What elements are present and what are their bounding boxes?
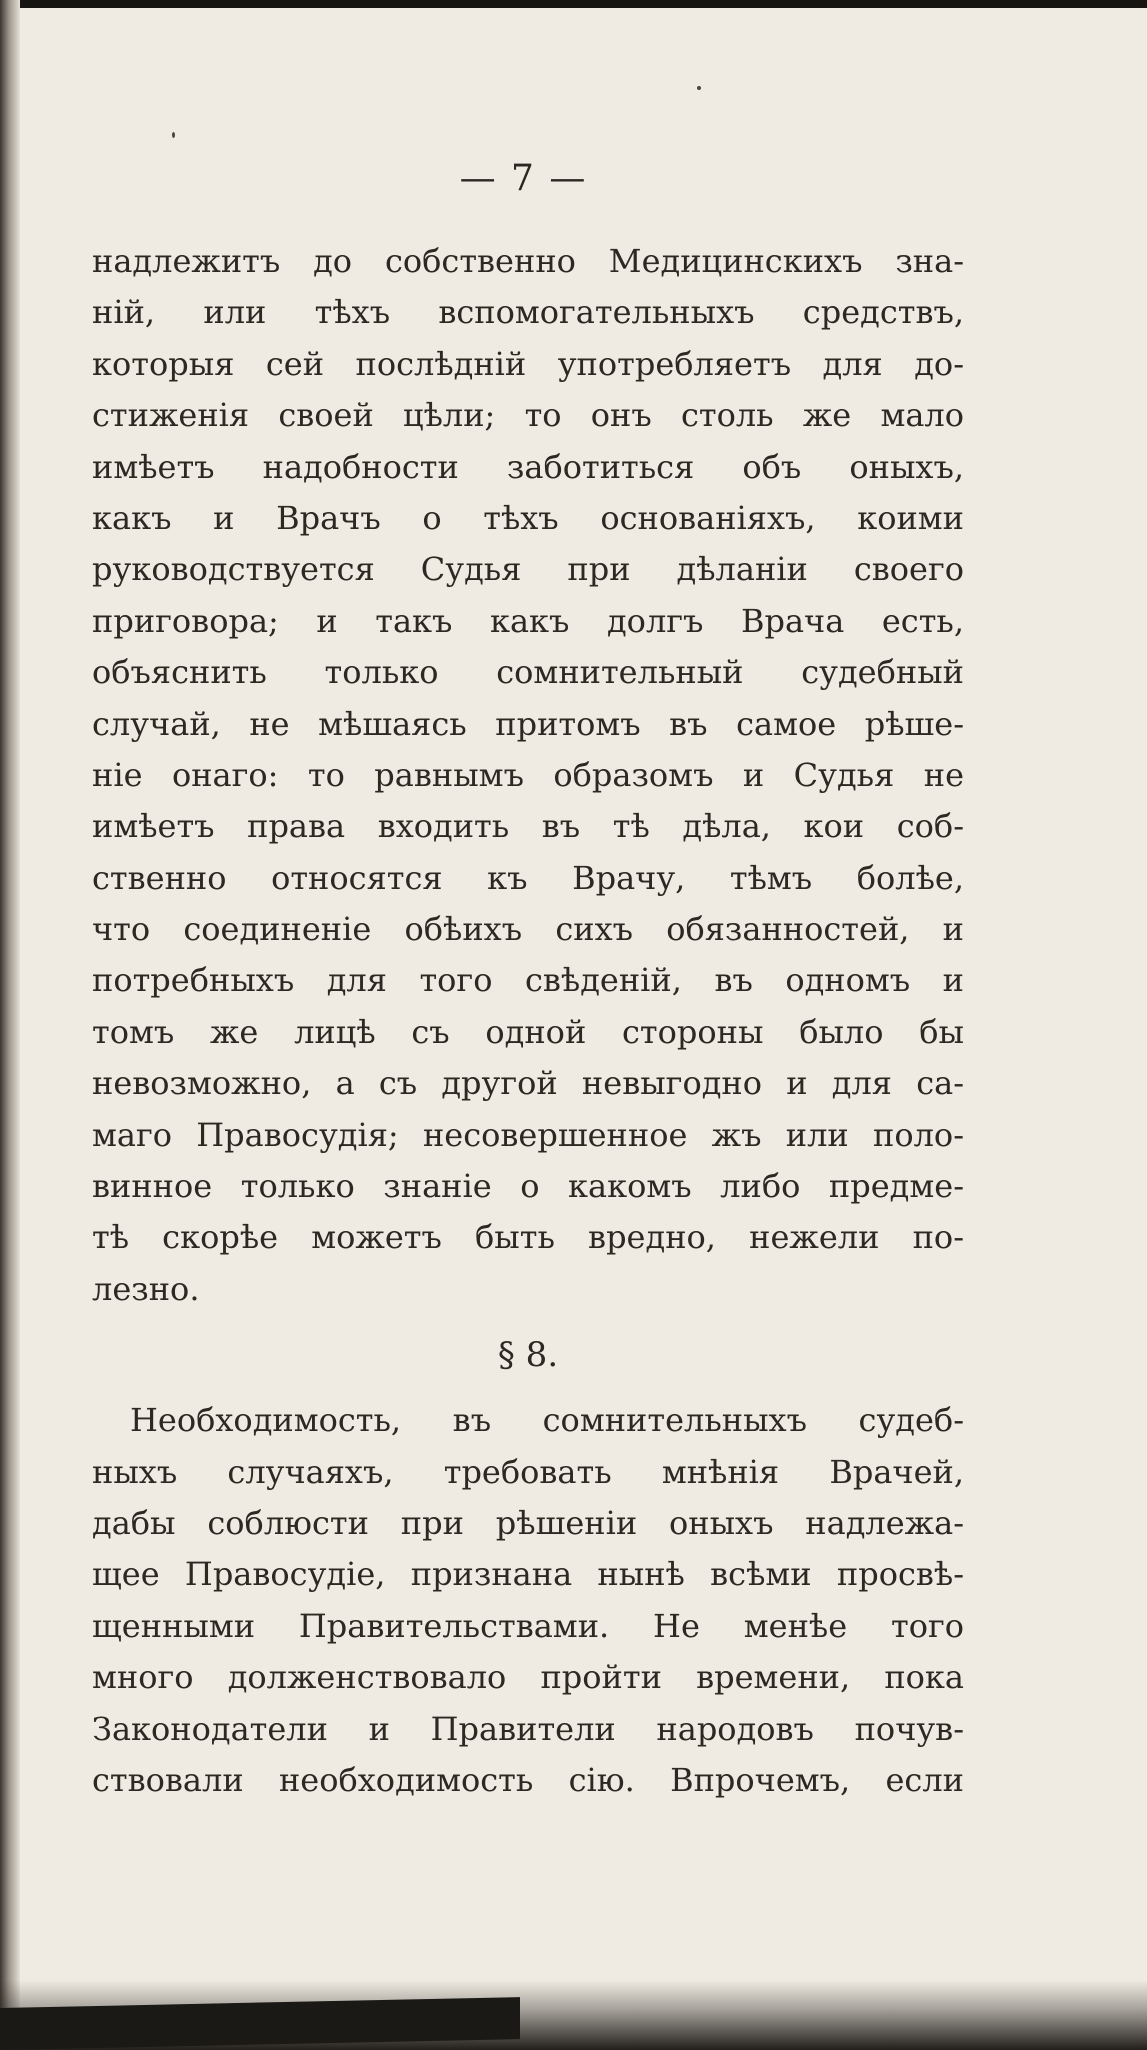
paragraph-2 — [92, 1395, 964, 1806]
text-line: объяснить только сомнительный судебный — [92, 653, 964, 692]
page-top-edge — [0, 0, 1147, 8]
text-line: щенными Правительствами. Не менѣе того — [92, 1606, 964, 1645]
text-line: Необходимость, въ сомнительныхъ судеб- — [130, 1401, 964, 1440]
text-line: ственно относятся къ Врачу, тѣмъ болѣе, — [92, 858, 964, 897]
text-line: щее Правосудіе, признана нынѣ всѣми просвѣ- — [92, 1555, 964, 1594]
text-line: ствовали необходимость сію. Впрочемъ, если — [92, 1760, 964, 1799]
page-number: — 7 — — [459, 158, 588, 199]
text-line: винное только знаніе о какомъ либо предме- — [92, 1167, 964, 1206]
page-binding-shadow — [0, 0, 20, 2050]
section-heading: § 8. — [497, 1335, 559, 1376]
text-line: потребныхъ для того свѣденій, въ одномъ и — [92, 961, 964, 1000]
paragraph-1 — [92, 236, 964, 1315]
text-line: стиженія своей цѣли; то онъ столь же мало — [92, 396, 964, 435]
text-line: томъ же лицѣ съ одной стороны было бы — [92, 1012, 964, 1051]
text-line: какъ и Врачъ о тѣхъ основаніяхъ, коими — [92, 498, 964, 537]
text-line: надлежитъ до собственно Медицинскихъ зна- — [92, 242, 964, 280]
text-line: имѣетъ права входить въ тѣ дѣла, кои соб- — [92, 807, 964, 846]
text-line: случай, не мѣшаясь притомъ въ самое рѣше- — [92, 704, 964, 743]
text-line: невозможно, а съ другой невыгодно и для са- — [92, 1064, 964, 1103]
text-line: ныхъ случаяхъ, требовать мнѣнія Врачей, — [92, 1452, 964, 1491]
body-text — [92, 236, 964, 1806]
paper-speck — [697, 86, 701, 90]
text-line: которыя сей послѣдній употребляетъ для до- — [92, 344, 964, 383]
text-line: приговора; и такъ какъ долгъ Врача есть, — [92, 601, 964, 640]
text-line: Законодатели и Правители народовъ почув- — [92, 1709, 964, 1748]
paper-speck — [172, 132, 175, 138]
text-line: маго Правосудія; несовершенное жъ или поло- — [92, 1115, 964, 1154]
text-line: тѣ скорѣе можетъ быть вредно, нежели по- — [92, 1218, 964, 1257]
text-line: лезно. — [92, 1269, 200, 1308]
text-line: руководствуется Судья при дѣланіи своего — [92, 550, 964, 589]
text-line: дабы соблюсти при рѣшеніи оныхъ надлежа- — [92, 1503, 964, 1542]
text-line: много долженствовало пройти времени, пока — [92, 1658, 964, 1697]
text-line: имѣетъ надобности заботиться объ оныхъ, — [92, 447, 964, 486]
text-line: ній, или тѣхъ вспомогательныхъ средствъ, — [92, 293, 964, 332]
text-line: ніе онаго: то равнымъ образомъ и Судья не — [92, 755, 964, 794]
text-line: что соединеніе обѣихъ сихъ обязанностей, и — [92, 910, 964, 949]
